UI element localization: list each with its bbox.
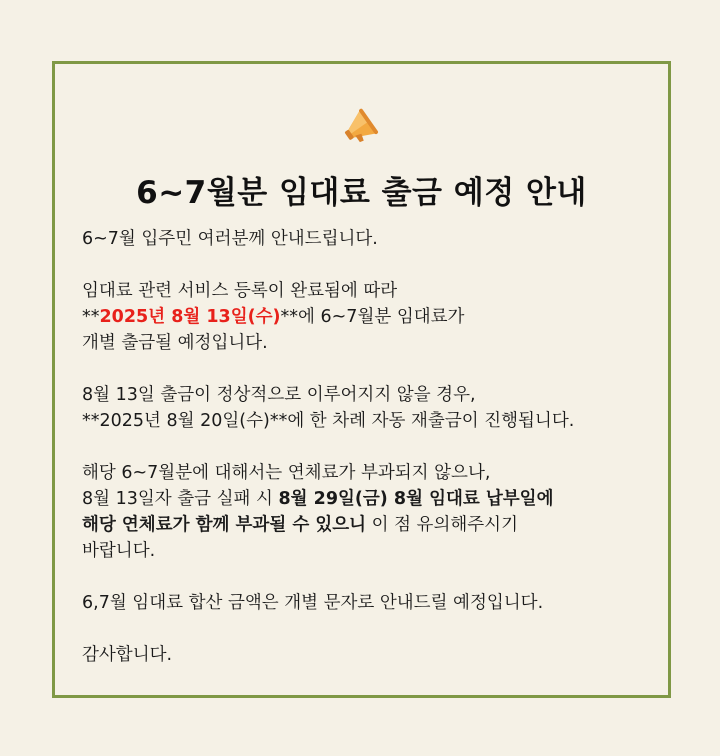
para2-line2: **2025년 8월 20일(수)**에 한 차례 자동 재출금이 진행됩니다. — [82, 411, 575, 431]
para4-text: 6,7월 임대료 합산 금액은 개별 문자로 안내드릴 예정입니다. — [82, 593, 544, 613]
spacer — [82, 564, 662, 590]
spacer — [82, 356, 662, 382]
para1-line1: 임대료 관련 서비스 등록이 완료됨에 따라 — [82, 281, 398, 301]
para1-line2 — [82, 304, 662, 330]
notice-body — [82, 226, 662, 668]
para2-line1: 8월 13일 출금이 정상적으로 이루어지지 않을 경우, — [82, 385, 476, 405]
closing-text: 감사합니다. — [82, 645, 173, 665]
para1-prefix: ** — [82, 307, 100, 327]
para3-line2-normal: 8월 13일자 출금 실패 시 — [82, 489, 279, 509]
notice-title: 6~7월분 임대료 출금 예정 안내 — [136, 175, 587, 211]
spacer — [82, 434, 662, 460]
spacer — [82, 252, 662, 278]
spacer — [82, 616, 662, 642]
para3-line3 — [82, 512, 662, 538]
megaphone-icon — [339, 103, 385, 149]
withdrawal-date: 2025년 8월 13일(수) — [99, 307, 281, 327]
para1-suffix: **에 6~7월분 임대료가 — [280, 307, 465, 327]
notice-card — [52, 61, 671, 698]
para1-line3: 개별 출금될 예정입니다. — [82, 333, 268, 353]
para3-line3-normal: 이 점 유의해주시기 — [366, 515, 518, 535]
greeting-text: 6~7월 입주민 여러분께 안내드립니다. — [82, 229, 378, 249]
para3-line2-bold: 8월 29일(금) 8월 임대료 납부일에 — [278, 489, 554, 509]
para3-line1: 해당 6~7월분에 대해서는 연체료가 부과되지 않으나, — [82, 463, 491, 483]
para3-line3-bold: 해당 연체료가 함께 부과될 수 있으니 — [82, 515, 367, 535]
para3-line2 — [82, 486, 662, 512]
para3-line4: 바랍니다. — [82, 541, 156, 561]
